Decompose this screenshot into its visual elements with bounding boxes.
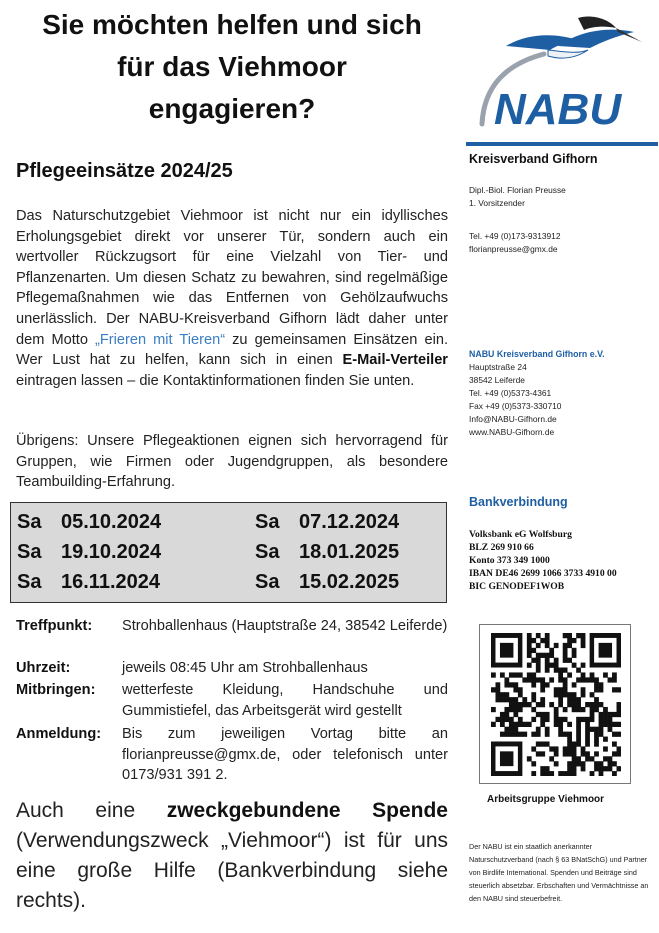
bank-details	[469, 528, 657, 593]
headline-line-1: Sie möchten helfen und sich	[42, 9, 422, 40]
date-row-3	[11, 571, 446, 601]
intro-paragraph	[16, 206, 448, 391]
contact-role: 1. Vorsitzender	[469, 198, 525, 208]
date-weekday: Sa	[255, 541, 280, 563]
donation-bold: zweckgebundene Spende	[166, 799, 448, 822]
date-value: 16.11.2024	[61, 571, 160, 593]
intro-text-c: eintragen lassen – die Kontaktinformationen finden Sie unten.	[16, 372, 415, 389]
bank-blz: BLZ 269 910 66	[469, 542, 534, 553]
date-value: 07.12.2024	[299, 511, 400, 533]
contact-details	[469, 230, 657, 256]
date-value: 15.02.2025	[299, 571, 400, 593]
bank-name: Volksbank eG Wolfsburg	[469, 529, 572, 540]
office-city: 38542 Leiferde	[469, 375, 525, 385]
section-title: Pflegeeinsätze 2024/25	[16, 160, 233, 182]
headline-line-2: für das Viehmoor	[117, 51, 347, 82]
info-label: Anmeldung:	[16, 726, 102, 742]
info-value: wetterfeste Kleidung, Handschuhe und Gummistiefel, das Arbeitsgerät wird gestellt	[122, 682, 448, 719]
bank-bic: BIC GENODEF1WOB	[469, 581, 565, 592]
date-row-2	[11, 541, 446, 571]
date-value: 18.01.2025	[299, 541, 400, 563]
bank-account: Konto 373 349 1000	[469, 555, 550, 566]
donation-text-a: Auch eine	[16, 799, 167, 822]
date-weekday: Sa	[17, 571, 42, 593]
headline-line-3: engagieren?	[148, 93, 316, 124]
office-email[interactable]: Info@NABU-Gifhorn.de	[469, 414, 557, 424]
nabu-logo	[466, 6, 652, 134]
intro-text-b: zu gemeinsamen Einsätzen ein. Wer Lust hat zu helfen, kann sich in einen	[16, 331, 448, 369]
donation-paragraph	[16, 796, 448, 916]
date-value: 19.10.2024	[61, 541, 162, 563]
info-label: Treffpunkt:	[16, 618, 93, 634]
date-row-1	[11, 511, 446, 541]
date-weekday: Sa	[255, 511, 280, 533]
info-label: Mitbringen:	[16, 682, 96, 698]
info-value: Bis zum jeweiligen Vortag bitte an florianpreusse@gmx.de, oder telefonisch unter 0173/931 391 2.	[122, 726, 448, 784]
contact-email[interactable]: florianpreusse@gmx.de	[469, 244, 558, 254]
office-address	[469, 348, 657, 439]
donation-text-b: (Verwendungszweck „Viehmoor“) ist für uns eine große Hilfe (Bankverbindung siehe rechts).	[16, 829, 448, 912]
qr-box	[479, 624, 631, 784]
footnote: Der NABU ist ein staatlich anerkannter Naturschutzverband (nach § 63 BNatSchG) und Partner von Birdlife International. Spenden und Beiträge sind steuerlich absetzbar. Erbschaften und Vermächtnisse an den NABU sind steuerbefreit.	[469, 842, 649, 903]
qr-caption: Arbeitsgruppe Viehmoor	[487, 794, 605, 805]
bank-heading: Bankverbindung	[469, 495, 568, 509]
office-phone: Tel. +49 (0)5373-4361	[469, 388, 552, 398]
info-value: jeweils 08:45 Uhr am Strohballenhaus	[122, 660, 368, 676]
contact-person	[469, 184, 657, 210]
motto-text: „Frieren mit Tieren“	[95, 331, 226, 348]
office-fax: Fax +49 (0)5373-330710	[469, 401, 562, 411]
info-value: Strohballenhaus (Hauptstraße 24, 38542 Leiferde)	[122, 618, 448, 634]
office-name: NABU Kreisverband Gifhorn e.V.	[469, 349, 605, 359]
teambuilding-paragraph: Übrigens: Unsere Pflegeaktionen eignen sich hervorragend für Gruppen, wie Firmen oder Jugendgruppen, als besondere Teambuilding-Erfahrung.	[16, 433, 448, 491]
date-weekday: Sa	[17, 541, 42, 563]
qr-code-icon[interactable]	[491, 633, 621, 776]
chapter-name: Kreisverband Gifhorn	[469, 152, 598, 166]
intro-text-a: Das Naturschutzgebiet Viehmoor ist nicht nur ein idyllisches Erholungsgebiet direkt vor unserer Tür, sondern auch ein wertvoller Rückzugsort für eine Vielzahl von Tier- und Pflanzenarten. Um diesen Schatz zu bewahren, sind regelmäßige Pflegemaßnahmen wie das Entfernen von Gehölzaufwuchs unerlässlich. Der NABU-Kreisverband Gifhorn lädt daher unter dem Motto	[16, 208, 448, 348]
dates-box	[10, 502, 447, 603]
bank-iban: IBAN DE46 2699 1066 3733 4910 00	[469, 568, 617, 579]
office-web[interactable]: www.NABU-Gifhorn.de	[469, 427, 555, 437]
date-weekday: Sa	[255, 571, 280, 593]
logo-text: NABU	[494, 85, 622, 134]
date-weekday: Sa	[17, 511, 42, 533]
contact-phone: Tel. +49 (0)173-9313912	[469, 231, 561, 241]
date-value: 05.10.2024	[61, 511, 162, 533]
headline	[12, 4, 452, 130]
office-street: Hauptstraße 24	[469, 362, 527, 372]
logo-divider	[466, 142, 658, 146]
mailing-list-text: E-Mail-Verteiler	[342, 352, 448, 369]
info-label: Uhrzeit:	[16, 660, 71, 676]
contact-name: Dipl.-Biol. Florian Preusse	[469, 185, 566, 195]
